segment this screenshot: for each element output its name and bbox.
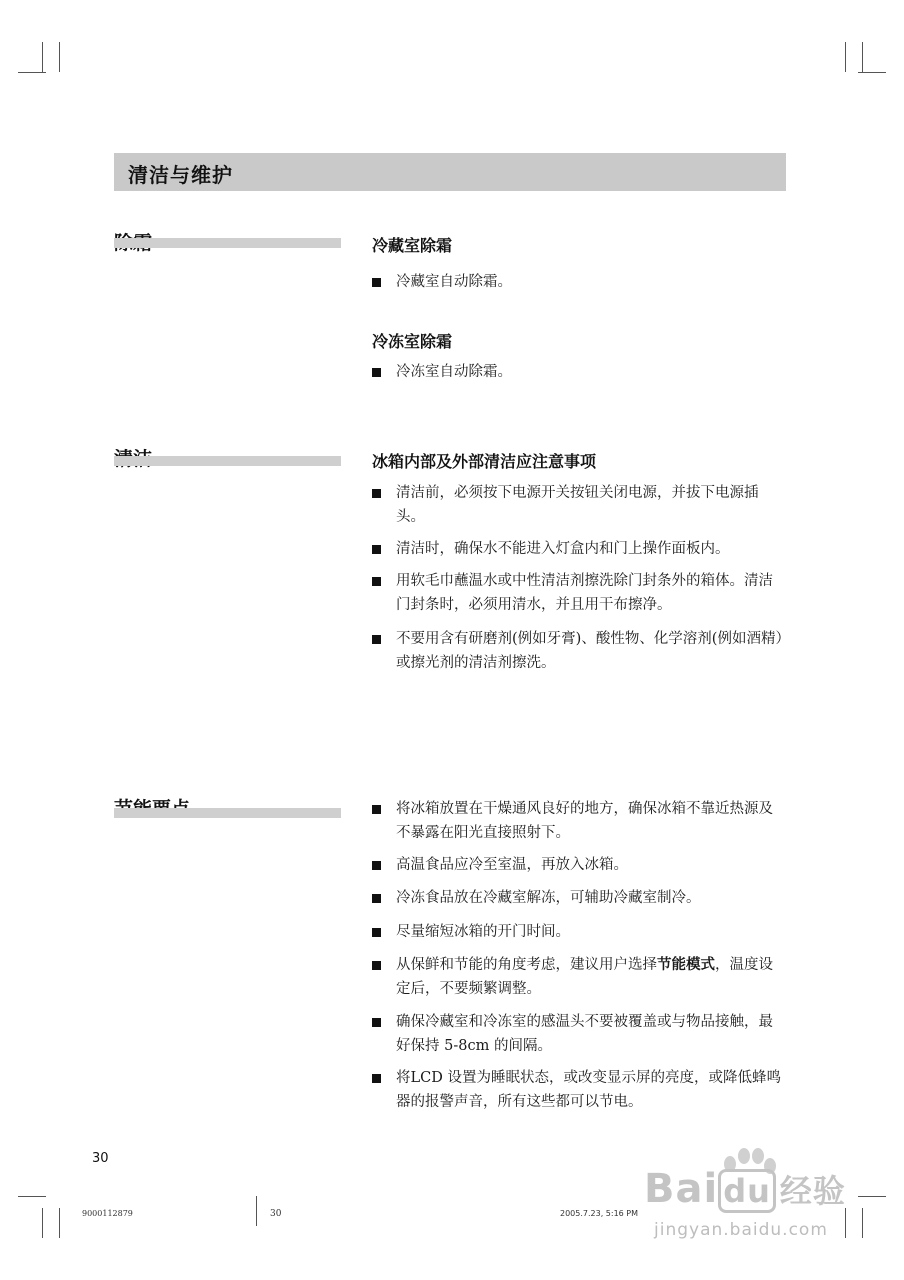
list-item-text: 尽量缩短冰箱的开门时间。 (396, 924, 570, 940)
list-item (372, 1010, 786, 1058)
doc-timestamp: 2005.7.23, 5:16 PM (560, 1209, 639, 1218)
list-item (372, 627, 786, 675)
subheading-cleaning: 冰箱内部及外部清洁应注意事项 (372, 452, 597, 471)
list-item (372, 920, 786, 944)
crop-mark (42, 1208, 43, 1238)
list-item-text: 高温食品应冷至室温，再放入冰箱。 (396, 857, 628, 873)
list-item (372, 886, 786, 910)
bullet-square-icon (372, 635, 381, 644)
bullet-square-icon (372, 1018, 381, 1027)
crop-mark (845, 42, 846, 72)
crop-mark (256, 1196, 257, 1226)
crop-mark (59, 1208, 60, 1238)
crop-mark (42, 42, 43, 72)
list-item-text-part: 从保鲜和节能的角度考虑，建议用户选择 (396, 957, 657, 973)
page-title-bar (114, 153, 786, 191)
section-rule (114, 808, 341, 818)
watermark-url: jingyan.baidu.com (654, 1220, 828, 1240)
page-number: 30 (92, 1151, 109, 1166)
watermark-brand-cn: 经验 (779, 1172, 846, 1210)
baidu-jingyan-watermark (640, 1140, 870, 1250)
energy-mode-emphasis: 节能模式 (657, 957, 715, 973)
doc-code: 9000112879 (82, 1209, 133, 1218)
bullet-square-icon (372, 1074, 381, 1083)
bullet-square-icon (372, 577, 381, 586)
crop-mark (18, 1196, 46, 1197)
list-item (372, 953, 786, 1001)
list-item (372, 481, 786, 529)
doc-page: 30 (270, 1209, 282, 1219)
crop-mark (18, 72, 46, 73)
bullet-square-icon (372, 861, 381, 870)
list-item-text: 冷冻食品放在冷藏室解冻，可辅助冷藏室制冷。 (396, 890, 701, 906)
crop-mark (59, 42, 60, 72)
watermark-brand-du: du (718, 1169, 776, 1213)
crop-mark (862, 42, 863, 72)
list-item (372, 853, 786, 877)
bullet-square-icon (372, 368, 381, 377)
list-item (372, 537, 786, 561)
list-item-text: 将LCD 设置为睡眠状态，或改变显示屏的亮度，或降低蜂鸣器的报警声音，所有这些都可以节电。 (396, 1070, 781, 1110)
list-item-text: 冷冻室自动除霜。 (396, 364, 512, 380)
list-item-text: 确保冷藏室和冷冻室的感温头不要被覆盖或与物品接触，最好保持 5-8cm 的间隔。 (396, 1014, 773, 1054)
bullet-square-icon (372, 278, 381, 287)
bullet-square-icon (372, 805, 381, 814)
list-item (372, 797, 786, 845)
list-item-text: 冷藏室自动除霜。 (396, 274, 512, 290)
bullet-square-icon (372, 961, 381, 970)
list-item-text-part: ，温度设定后，不要频繁调整。 (396, 957, 773, 997)
list-item-text: 用软毛巾蘸温水或中性清洁剂擦洗除门封条外的箱体。清洁门封条时，必须用清水，并且用干布擦净。 (396, 573, 773, 613)
list-item-text: 清洁时，确保水不能进入灯盒内和门上操作面板内。 (396, 541, 730, 557)
page-title: 清洁与维护 (128, 163, 233, 187)
list-item (372, 360, 786, 384)
subheading-fridge-defrost: 冷藏室除霜 (372, 236, 453, 255)
watermark-brand-latin: Bai (644, 1166, 719, 1212)
list-item (372, 270, 786, 294)
list-item-text: 不要用含有研磨剂(例如牙膏)、酸性物、化学溶剂(例如酒精）或擦光剂的清洁剂擦洗。 (396, 631, 783, 671)
subheading-freezer-defrost: 冷冻室除霜 (372, 332, 453, 351)
bullet-square-icon (372, 928, 381, 937)
section-rule (114, 238, 341, 248)
crop-mark (858, 72, 886, 73)
bullet-square-icon (372, 894, 381, 903)
bullet-square-icon (372, 489, 381, 498)
list-item (372, 1066, 786, 1114)
bullet-square-icon (372, 545, 381, 554)
list-item-text (396, 953, 786, 1001)
section-rule (114, 456, 341, 466)
list-item-text: 清洁前，必须按下电源开关按钮关闭电源，并拔下电源插头。 (396, 485, 759, 525)
list-item (372, 569, 786, 617)
list-item-text: 将冰箱放置在干燥通风良好的地方，确保冰箱不靠近热源及不暴露在阳光直接照射下。 (396, 801, 773, 841)
